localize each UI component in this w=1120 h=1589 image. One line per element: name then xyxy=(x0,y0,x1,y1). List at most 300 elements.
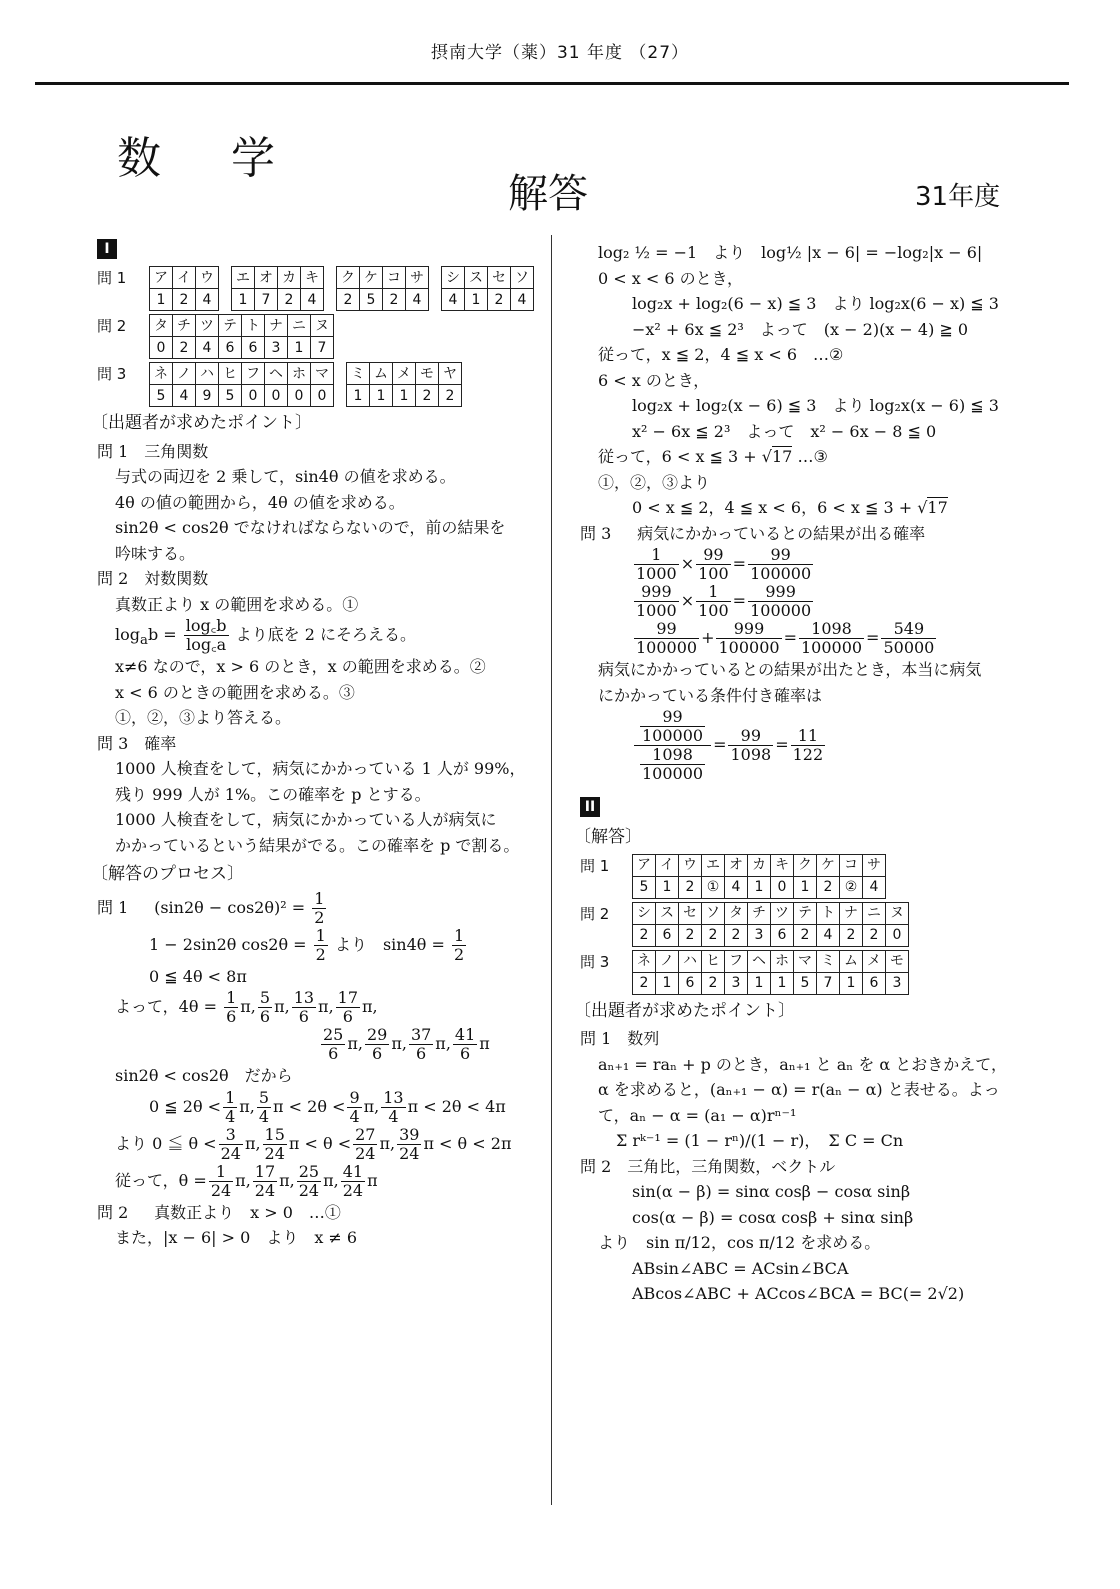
left-column xyxy=(91,235,537,1251)
answer-cell: ス xyxy=(465,267,488,289)
section-badge-i: I xyxy=(97,239,117,259)
point-q1-head: 問 1 三角関数 xyxy=(97,441,209,461)
answer-cell: ウ xyxy=(196,267,219,289)
fraction: $\frac{15}{24}$ xyxy=(264,1124,285,1163)
answer-cell: 0 xyxy=(288,385,311,407)
math-line: 従って，6 < x ≦ 3 + √17 …③ xyxy=(598,447,828,466)
answer-cell: 1 xyxy=(465,289,488,311)
answer-cell: 0 xyxy=(242,385,265,407)
math-text: π < θ < 2π xyxy=(423,1133,512,1153)
fraction: $\frac{99}{100000}$ xyxy=(750,545,812,583)
answer-cell: 2 xyxy=(173,289,196,311)
math-text: π < 2θ < xyxy=(273,1096,346,1116)
answer-key-row xyxy=(150,315,334,337)
math-text: π, xyxy=(363,1096,380,1116)
answer-cell: メ xyxy=(393,363,416,385)
answer-cell: 5 xyxy=(150,385,173,407)
fraction: $\frac{11}{122}$ xyxy=(792,726,824,764)
answer-cell: コ xyxy=(840,854,863,876)
answer-cell: 2 xyxy=(725,924,748,946)
answer-cell: 2 xyxy=(817,876,840,898)
answer-cell: オ xyxy=(725,854,748,876)
question-label: 問 2 xyxy=(97,317,127,335)
text-line: 与式の両辺を 2 乗して，sin4θ の値を求める。 xyxy=(115,467,456,486)
answer-key-row xyxy=(150,363,334,385)
math-text: + xyxy=(701,628,715,647)
answer-cell: 2 xyxy=(679,924,702,946)
ii-q1-answers xyxy=(580,854,1060,899)
question-label: 問 1 xyxy=(580,856,610,875)
math-line: x² − 6x ≦ 2³ よって x² − 6x − 8 ≦ 0 xyxy=(632,421,937,441)
math-line: sin(α − β) = sinα cosβ − cosα sinβ xyxy=(632,1182,911,1201)
fraction: 99 100000 xyxy=(642,707,704,745)
answer-cell: ナ xyxy=(265,315,288,337)
answer-cell: 0 xyxy=(771,876,794,898)
answer-cell: 7 xyxy=(311,337,334,359)
q3-answers xyxy=(97,362,537,407)
answer-cell: 2 xyxy=(863,924,886,946)
answer-cell: カ xyxy=(748,854,771,876)
answer-cell: 2 xyxy=(702,924,725,946)
answer-cell: ミ xyxy=(817,950,840,972)
answer-cell: 7 xyxy=(255,289,278,311)
math-text: π, xyxy=(347,1034,363,1053)
math-line: ①，②，③より xyxy=(598,472,711,492)
answer-cell: 0 xyxy=(886,924,909,946)
math-text: π < θ < xyxy=(288,1133,352,1153)
answer-cell: 3 xyxy=(265,337,288,359)
answer-cell: ケ xyxy=(817,854,840,876)
answer-cell: ナ xyxy=(840,902,863,924)
text-line: 4θ の値の範囲から，4θ の値を求める。 xyxy=(115,492,405,512)
math-line: log₂ ½ = −1 より log½ |x − 6| = −log₂|x − 6| xyxy=(598,243,983,262)
fraction: $\frac{37}{6}$ xyxy=(410,1025,432,1063)
answer-table xyxy=(632,950,909,995)
answer-cell: 6 xyxy=(771,924,794,946)
math-line: 6 < x のとき， xyxy=(598,370,710,390)
answer-cell: ム xyxy=(840,950,863,972)
answer-cell: 1 xyxy=(656,972,679,994)
answer-cell: チ xyxy=(748,902,771,924)
point-q1-head: 問 1 数列 xyxy=(580,1029,660,1048)
text-line: aₙ₊₁ = raₙ + p のとき，aₙ₊₁ と aₙ を α とおきかえて， xyxy=(598,1054,1007,1074)
fraction: $\frac{1}{1000}$ xyxy=(636,545,677,583)
fraction: $\frac{1}{2}$ xyxy=(314,888,325,927)
answer-cell: 4 xyxy=(301,289,324,311)
fraction: $\frac{99}{100000}$ xyxy=(636,619,698,657)
ii-q2-answers xyxy=(580,902,1060,947)
answer-value-row xyxy=(442,289,534,311)
fraction: $\frac{549}{50000}$ xyxy=(883,619,935,657)
answer-value-row xyxy=(347,385,462,407)
answer-cell: ケ xyxy=(360,267,383,289)
answer-cell: セ xyxy=(679,902,702,924)
text-line: x≠6 なので，x > 6 のとき，x の範囲を求める。② xyxy=(115,657,486,676)
points-heading: 〔出題者が求めたポイント〕 xyxy=(91,413,312,433)
answer-cell: ヘ xyxy=(265,363,288,385)
fraction-equation xyxy=(580,620,1060,657)
fraction: $\frac{99}{100}$ xyxy=(698,545,729,583)
math-line: 0 ≦ 4θ < 8π xyxy=(149,966,247,986)
answer-tables xyxy=(632,950,909,995)
answer-cell: チ xyxy=(173,315,196,337)
answer-cell: ヘ xyxy=(748,950,771,972)
math-text: = xyxy=(866,628,880,647)
fraction: $\frac{1}{2}$ xyxy=(315,925,326,964)
answer-value-row xyxy=(150,337,334,359)
answer-cell: ヌ xyxy=(886,902,909,924)
answer-cell: 1 xyxy=(347,385,370,407)
math-line: 問 2 真数正より x > 0 …① xyxy=(97,1202,341,1222)
compound-fraction xyxy=(634,708,711,783)
answer-cell: キ xyxy=(771,854,794,876)
math-line: 従って，θ = $\frac{1}{24}$ π, $\frac{17}{24}$ π, $\frac{25}{24}$ π, $\frac{41}{24}$ π xyxy=(115,1161,378,1200)
answer-cell: 7 xyxy=(817,972,840,994)
answer-cell: 1 xyxy=(370,385,393,407)
math-line xyxy=(97,1089,537,1126)
answer-cell: 4 xyxy=(196,337,219,359)
answer-cell: ム xyxy=(370,363,393,385)
answer-key-row xyxy=(633,902,909,924)
answer-cell: ヌ xyxy=(311,315,334,337)
fraction-equation xyxy=(580,546,1060,583)
fraction: $\frac{29}{6}$ xyxy=(366,1025,388,1063)
math-line: 問 3 病気にかかっているとの結果が出る確率 xyxy=(580,523,926,543)
answer-cell: イ xyxy=(656,854,679,876)
math-text: 0 ≦ 2θ < xyxy=(149,1096,222,1116)
math-line: 0 < x ≦ 2，4 ≦ x < 6，6 < x ≦ 3 + √17 xyxy=(632,498,948,517)
text-line: 残り 999 人が 1%。この確率を p とする。 xyxy=(115,784,431,804)
answer-value-row xyxy=(633,972,909,994)
answer-cell: カ xyxy=(278,267,301,289)
text-line: x < 6 のときの範囲を求める。③ xyxy=(115,682,355,702)
answer-cell: ② xyxy=(840,876,863,898)
answer-cell: 4 xyxy=(863,876,886,898)
fraction: $\frac{25}{24}$ xyxy=(298,1161,320,1200)
answer-cell: 6 xyxy=(242,337,265,359)
answer-cell: シ xyxy=(633,902,656,924)
text-line: 1000 人検査をして，病気にかかっている 1 人が 99%， xyxy=(115,759,526,778)
answer-table xyxy=(231,266,324,311)
answer-value-row xyxy=(337,289,429,311)
fraction: $\frac{\log꜀b}{\log꜀a}$ xyxy=(185,616,227,654)
fraction: $\frac{27}{24}$ xyxy=(355,1124,376,1163)
answer-cell: ホ xyxy=(288,363,311,385)
fraction: 1098 100000 xyxy=(642,745,704,783)
text-line: て，aₙ − α = (a₁ − α)rⁿ⁻¹ xyxy=(598,1105,797,1125)
answer-cell: 2 xyxy=(337,289,360,311)
fraction: $\frac{999}{100000}$ xyxy=(750,582,812,620)
fraction: $\frac{1}{100}$ xyxy=(698,582,729,620)
answer-table xyxy=(149,314,334,359)
answer-cell: 9 xyxy=(196,385,219,407)
answer-cell: 1 xyxy=(794,876,817,898)
answer-table xyxy=(149,362,334,407)
answer-cell: サ xyxy=(406,267,429,289)
question-label: 問 2 xyxy=(580,904,610,923)
answer-cell: キ xyxy=(301,267,324,289)
answer-cell: 1 xyxy=(656,876,679,898)
answer-cell: 1 xyxy=(748,972,771,994)
answer-table xyxy=(346,362,462,407)
math-text: = xyxy=(732,554,747,573)
answer-cell: ツ xyxy=(196,315,219,337)
answer-cell: 6 xyxy=(863,972,886,994)
q1-answers xyxy=(97,266,537,311)
answer-cell: フ xyxy=(725,950,748,972)
math-line: cos(α − β) = cosα cosβ + sinα sinβ xyxy=(632,1207,914,1227)
math-line: より sin π/12，cos π/12 を求める。 xyxy=(598,1233,881,1252)
answer-cell: 1 xyxy=(840,972,863,994)
fraction: $\frac{1}{24}$ xyxy=(210,1161,232,1200)
point-q2-head: 問 2 対数関数 xyxy=(97,569,209,588)
answer-cell: 1 xyxy=(393,385,416,407)
answer-cell: 2 xyxy=(173,337,196,359)
math-text: π, xyxy=(235,1170,251,1190)
math-line: 1 − 2sin2θ cos2θ = $\frac{1}{2}$ より sin4θ = $\frac{1}{2}$ xyxy=(149,925,465,964)
math-text: π, xyxy=(240,997,256,1016)
document-title: 解答 xyxy=(508,171,588,217)
answer-cell: ト xyxy=(242,315,265,337)
math-line: 従って，x ≦ 2，4 ≦ x < 6 …② xyxy=(598,345,844,364)
math-text: π, xyxy=(274,997,290,1016)
answer-cell: コ xyxy=(383,267,406,289)
math-line: よって，4θ = $\frac{1}{6}$ π, $\frac{5}{6}$ π, $\frac{13}{6}$ π, $\frac{17}{6}$ π, xyxy=(115,988,378,1026)
answer-cell: 3 xyxy=(748,924,771,946)
math-line: また，|x − 6| > 0 より x ≠ 6 xyxy=(115,1228,358,1247)
answer-key-row xyxy=(633,950,909,972)
answer-cell: ア xyxy=(150,267,173,289)
math-text: × xyxy=(680,554,695,573)
math-text: π, xyxy=(379,1133,396,1153)
math-text: π, xyxy=(239,1096,255,1116)
year-label: 31年度 xyxy=(915,182,1001,212)
text-line: 1000 人検査をして，病気にかかっている人が病気に xyxy=(115,810,497,829)
text-line: 吟味する。 xyxy=(115,543,196,563)
answer-cell: 2 xyxy=(278,289,301,311)
math-text: × xyxy=(680,591,695,610)
answer-cell: 4 xyxy=(196,289,219,311)
answer-cell: エ xyxy=(702,854,725,876)
page-header: 摂南大学（薬）31 年度 （27） xyxy=(430,43,690,63)
math-text: π, xyxy=(279,1170,295,1190)
answer-cell: 1 xyxy=(150,289,173,311)
math-text: π, xyxy=(435,1034,451,1053)
answer-tables xyxy=(149,314,334,359)
fraction: $\frac{1}{4}$ xyxy=(225,1087,236,1126)
answer-cell: ミ xyxy=(347,363,370,385)
answer-cell: サ xyxy=(863,854,886,876)
math-line: 0 < x < 6 のとき， xyxy=(598,268,743,288)
answer-cell: イ xyxy=(173,267,196,289)
answer-cell: ク xyxy=(794,854,817,876)
text-line: sin2θ < cos2θ でなければならないので，前の結果を xyxy=(115,518,506,537)
text-line: にかかっている条件付き確率は xyxy=(598,685,823,705)
answer-value-row xyxy=(150,385,334,407)
fraction: $\frac{99}{1098}$ xyxy=(730,726,772,764)
answer-key-row xyxy=(232,267,324,289)
text-line: α を求めると，(aₙ₊₁ − α) = r(aₙ − α) と表せる。よっ xyxy=(598,1080,1000,1099)
point-q3-head: 問 3 確率 xyxy=(97,733,177,753)
answer-cell: メ xyxy=(863,950,886,972)
fraction-group xyxy=(97,1026,537,1063)
answer-cell: ヒ xyxy=(219,363,242,385)
math-text: = xyxy=(732,591,747,610)
section-badge-ii: II xyxy=(580,797,600,817)
answer-cell: 1 xyxy=(232,289,255,311)
answer-cell: 6 xyxy=(219,337,242,359)
answer-table xyxy=(632,902,909,947)
answer-tables xyxy=(149,266,534,311)
math-line: より 0 ≦ θ < $\frac{3}{24}$ π, $\frac{15}{24}$ π < θ < $\frac{27}{24}$ π, $\frac{39}{24}$ π < θ < 2π xyxy=(115,1124,512,1163)
fraction: $\frac{1}{2}$ xyxy=(454,925,465,964)
answer-cell: 4 xyxy=(442,289,465,311)
answer-value-row xyxy=(232,289,324,311)
answer-cell: 6 xyxy=(679,972,702,994)
answer-cell: ス xyxy=(656,902,679,924)
answer-cell: 0 xyxy=(311,385,334,407)
answer-tables xyxy=(632,902,909,947)
answer-cell: フ xyxy=(242,363,265,385)
point-q2-head: 問 2 三角比，三角関数，ベクトル xyxy=(580,1156,836,1176)
math-text: π, xyxy=(391,1034,407,1053)
answer-cell: 6 xyxy=(656,924,679,946)
fraction: $\frac{999}{100000}$ xyxy=(718,619,780,657)
math-text: π xyxy=(479,1034,490,1053)
answer-cell: 5 xyxy=(633,876,656,898)
answer-cell: 4 xyxy=(725,876,748,898)
fraction: $\frac{9}{4}$ xyxy=(349,1087,360,1126)
fraction: $\frac{13}{4}$ xyxy=(383,1087,404,1126)
fraction: $\frac{1}{6}$ xyxy=(226,988,237,1026)
fraction: $\frac{999}{1000}$ xyxy=(636,582,677,620)
math-text: π, xyxy=(318,997,334,1016)
answer-cell: テ xyxy=(219,315,242,337)
answer-cell: マ xyxy=(311,363,334,385)
question-label: 問 3 xyxy=(580,952,610,971)
answer-cell: 0 xyxy=(150,337,173,359)
math-line: 問 1 (sin2θ − cos2θ)² = $\frac{1}{2}$ xyxy=(97,888,325,927)
right-column xyxy=(574,240,1060,1307)
answer-cell: エ xyxy=(232,267,255,289)
text-line: ①，②，③より答える。 xyxy=(115,708,292,727)
math-line: ABcos∠ABC + ACcos∠BCA = BC(= 2√2) xyxy=(632,1284,965,1303)
answer-cell: 2 xyxy=(840,924,863,946)
math-text: π, xyxy=(244,1133,261,1153)
answer-key-row xyxy=(442,267,534,289)
text-line: かかっているという結果がでる。この確率を p で割る。 xyxy=(115,835,520,855)
fraction: $\frac{5}{6}$ xyxy=(259,988,271,1026)
math-text: = xyxy=(775,735,789,754)
answer-cell: 2 xyxy=(702,972,725,994)
ii-q3-answers xyxy=(580,950,1060,995)
math-text: = xyxy=(713,735,727,754)
answer-tables xyxy=(149,362,462,407)
answer-key-row xyxy=(633,854,886,876)
answer-cell: 4 xyxy=(173,385,196,407)
answer-cell: 2 xyxy=(633,972,656,994)
answer-table xyxy=(441,266,534,311)
answer-cell: ① xyxy=(702,876,725,898)
fraction: $\frac{41}{6}$ xyxy=(454,1025,476,1063)
math-text: = xyxy=(783,628,797,647)
answer-cell: シ xyxy=(442,267,465,289)
math-line: sin2θ < cos2θ だから xyxy=(115,1066,293,1085)
answer-cell: ノ xyxy=(173,363,196,385)
math-text: π, xyxy=(323,1170,339,1190)
answer-key-row xyxy=(337,267,429,289)
answer-cell: モ xyxy=(886,950,909,972)
answer-cell: 5 xyxy=(360,289,383,311)
answer-cell: ネ xyxy=(150,363,173,385)
answer-key-row xyxy=(150,267,219,289)
answer-cell: ニ xyxy=(288,315,311,337)
fraction: $\frac{17}{6}$ xyxy=(337,988,359,1026)
answer-cell: 2 xyxy=(633,924,656,946)
math-text: π xyxy=(367,1170,378,1190)
answer-cell: ハ xyxy=(679,950,702,972)
answer-cell: 3 xyxy=(725,972,748,994)
answer-cell: ハ xyxy=(196,363,219,385)
math-line: −x² + 6x ≦ 2³ よって (x − 2)(x − 4) ≧ 0 xyxy=(632,319,969,339)
answer-tables xyxy=(632,854,886,899)
fraction: $\frac{39}{24}$ xyxy=(399,1124,420,1163)
answer-cell: 0 xyxy=(265,385,288,407)
points-heading: 〔出題者が求めたポイント〕 xyxy=(574,1000,795,1021)
answer-cell: ウ xyxy=(679,854,702,876)
math-line: ABsin∠ABC = ACsin∠BCA xyxy=(632,1258,849,1278)
answer-cell: ニ xyxy=(863,902,886,924)
subject-title: 数 学 xyxy=(117,133,303,184)
answer-cell: 2 xyxy=(794,924,817,946)
answer-table xyxy=(149,266,219,311)
answer-table xyxy=(336,266,429,311)
answer-cell: 2 xyxy=(416,385,439,407)
answer-cell: モ xyxy=(416,363,439,385)
fraction: $\frac{25}{6}$ xyxy=(323,1025,344,1063)
math-line: log₂x + log₂(x − 6) ≦ 3 より log₂x(x − 6) ≦ 3 xyxy=(632,396,999,415)
answer-cell: ホ xyxy=(771,950,794,972)
text-line: 真数正より x の範囲を求める。① xyxy=(115,594,359,614)
answer-cell: ネ xyxy=(633,950,656,972)
answer-cell: 3 xyxy=(886,972,909,994)
answer-table xyxy=(632,854,886,899)
answer-value-row xyxy=(633,876,886,898)
fraction: $\frac{1098}{100000}$ xyxy=(800,619,863,657)
fraction: $\frac{5}{4}$ xyxy=(258,1087,270,1126)
answer-cell: 2 xyxy=(439,385,462,407)
fraction-equation xyxy=(580,708,1060,783)
answer-cell: ツ xyxy=(771,902,794,924)
header-rule xyxy=(35,82,1069,85)
answer-key-row xyxy=(347,363,462,385)
log-formula: $\log_ab$ = $\frac{\log꜀b}{\log꜀a}$ より底を 2 にそろえる。 xyxy=(115,616,417,654)
answer-cell: タ xyxy=(150,315,173,337)
fraction: $\frac{3}{24}$ xyxy=(220,1124,241,1163)
question-label: 問 3 xyxy=(97,365,127,383)
text-line: 病気にかかっているとの結果が出たとき，本当に病気 xyxy=(598,660,982,679)
fraction: $\frac{13}{6}$ xyxy=(293,988,315,1026)
fraction: $\frac{17}{24}$ xyxy=(254,1161,276,1200)
answer-cell: ア xyxy=(633,854,656,876)
answer-cell: 4 xyxy=(406,289,429,311)
column-divider xyxy=(551,235,552,1505)
answer-cell: ト xyxy=(817,902,840,924)
answer-cell: 5 xyxy=(219,385,242,407)
answer-cell: 1 xyxy=(771,972,794,994)
answer-value-row xyxy=(150,289,219,311)
answer-cell: 4 xyxy=(511,289,534,311)
